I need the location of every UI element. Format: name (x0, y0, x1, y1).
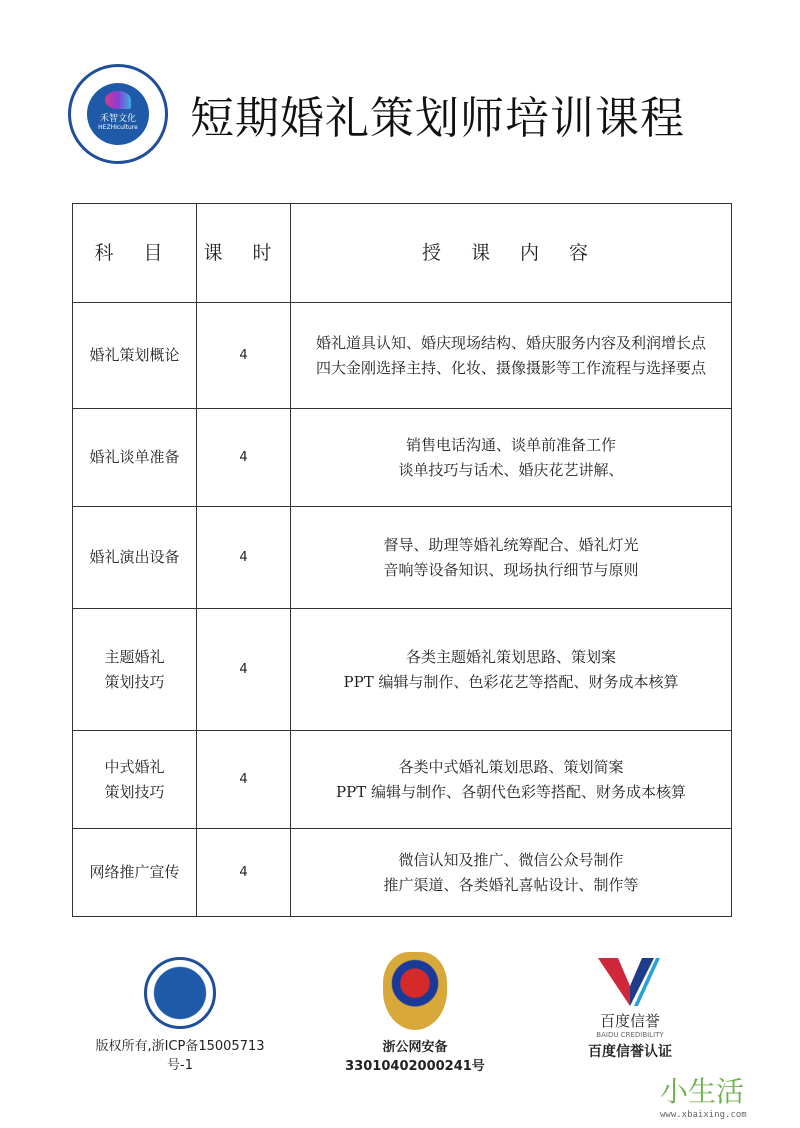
watermark (660, 1070, 747, 1120)
subject-cell (73, 303, 197, 409)
subject-line: 主题婚礼 (104, 647, 165, 666)
content-cell (291, 731, 732, 829)
content-line: PPT 编辑与制作、色彩花艺等搭配、财务成本核算 (343, 672, 679, 691)
subject-cell (73, 507, 197, 609)
subject-line: 婚礼演出设备 (89, 548, 180, 566)
subject-cell (73, 731, 197, 829)
header-content: 授 课 内 容 (291, 204, 732, 303)
content-cell (291, 303, 732, 409)
course-table (72, 203, 732, 917)
table-row (73, 507, 732, 609)
content-line: 各类中式婚礼策划思路、策划简案 (398, 757, 624, 776)
subject-cell (73, 609, 197, 731)
content-cell (291, 507, 732, 609)
police-emblem-icon (383, 952, 447, 1030)
logo-text: 禾智文化 (99, 114, 136, 124)
baidu-credibility-text: 百度信誉认证 (588, 1044, 672, 1060)
hours-cell: 4 (197, 609, 291, 731)
content-line: PPT 编辑与制作、各朝代色彩等搭配、财务成本核算 (336, 782, 686, 801)
subject-cell (73, 409, 197, 507)
subject-cell (73, 829, 197, 917)
subject-line: 网络推广宣传 (89, 863, 180, 881)
hours-cell: 4 (197, 409, 291, 507)
watermark-text: 小生活 (660, 1075, 745, 1108)
logo-subtext: HEZHIculture (98, 124, 138, 131)
subject-line: 婚礼谈单准备 (89, 448, 180, 466)
baidu-logo-text: 百度信誉 (599, 1012, 660, 1030)
content-cell (291, 409, 732, 507)
subject-line: 策划技巧 (104, 672, 165, 691)
table-header-row (73, 204, 732, 303)
copyright-block (95, 957, 265, 1073)
content-line: 婚礼道具认知、婚庆现场结构、婚庆服务内容及利润增长点 (315, 333, 706, 352)
content-line: 推广渠道、各类婚礼喜帖设计、制作等 (383, 875, 639, 894)
police-record-text: 浙公网安备 33010402000241号 (345, 1040, 485, 1074)
watermark-url: www.xbaixing.com (660, 1110, 747, 1120)
baidu-v-icon (598, 958, 662, 1006)
content-line: 销售电话沟通、谈单前准备工作 (405, 435, 616, 454)
content-cell (291, 829, 732, 917)
subject-line: 中式婚礼 (104, 757, 165, 776)
page-title: 短期婚礼策划师培训课程 (190, 93, 685, 144)
baidu-block (570, 958, 690, 1061)
hours-cell: 4 (197, 303, 291, 409)
copyright-text: 版权所有,浙ICP备15005713号-1 (95, 1039, 265, 1073)
hours-cell: 4 (197, 731, 291, 829)
content-line: 音响等设备知识、现场执行细节与原则 (383, 560, 639, 579)
logo-swirl-icon (105, 91, 131, 109)
subject-line: 策划技巧 (104, 782, 165, 801)
police-block (320, 952, 510, 1074)
content-line: 微信认知及推广、微信公众号制作 (398, 850, 624, 869)
content-line: 四大金刚选择主持、化妆、摄像摄影等工作流程与选择要点 (315, 358, 706, 377)
baidu-logo-subtext: BAIDU CREDIBILITY (596, 1031, 664, 1039)
hours-cell: 4 (197, 507, 291, 609)
company-logo (68, 64, 168, 164)
header-subject: 科 目 (73, 204, 197, 303)
content-cell (291, 609, 732, 731)
header-hours: 课 时 (197, 204, 291, 303)
table-row (73, 731, 732, 829)
company-badge-icon (144, 957, 216, 1029)
content-line: 各类主题婚礼策划思路、策划案 (405, 647, 616, 666)
content-line: 督导、助理等婚礼统筹配合、婚礼灯光 (383, 535, 639, 554)
hours-cell: 4 (197, 829, 291, 917)
subject-line: 婚礼策划概论 (89, 346, 180, 364)
content-line: 谈单技巧与话术、婚庆花艺讲解、 (398, 460, 624, 479)
table-row (73, 609, 732, 731)
table-row (73, 303, 732, 409)
table-row (73, 829, 732, 917)
table-row (73, 409, 732, 507)
